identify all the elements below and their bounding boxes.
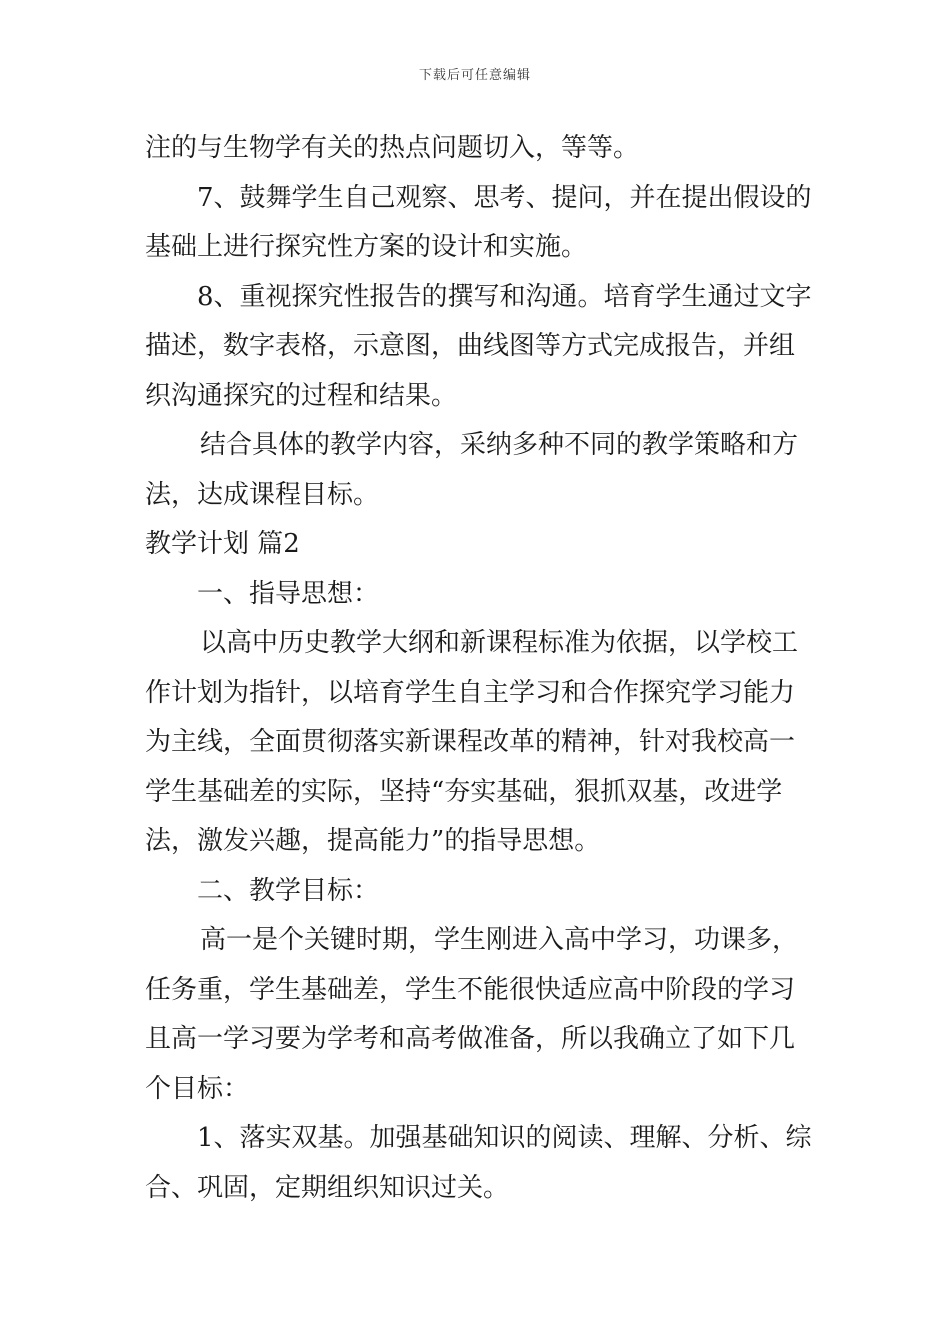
text-line: 作计划为指针，以培育学生自主学习和合作探究学习能力: [145, 677, 796, 708]
text-line: 为主线，全面贯彻落实新课程改革的精神，针对我校高一: [145, 727, 796, 757]
text-line: 8、重视探究性报告的撰写和沟通。培育学生通过文字: [197, 281, 812, 312]
subsection-heading: 一、指导思想：: [197, 578, 380, 609]
text-line: 个目标：: [145, 1073, 250, 1104]
text-line: 注的与生物学有关的热点问题切入，等等。: [145, 133, 640, 163]
text-line: 高一是个关键时期，学生刚进入高中学习，功课多，: [200, 925, 799, 955]
text-line: 基础上进行探究性方案的设计和实施。: [145, 232, 588, 262]
text-line: 任务重，学生基础差，学生不能很快适应高中阶段的学习: [145, 974, 796, 1005]
text-line: 以高中历史教学大纲和新课程标准为依据，以学校工: [200, 628, 799, 658]
document-body: [145, 124, 815, 1213]
text-line: 法，激发兴趣，提高能力”的指导思想。: [145, 826, 601, 856]
subsection-heading: 二、教学目标：: [197, 875, 380, 906]
text-line: 法，达成课程目标。: [145, 479, 380, 510]
text-line: 描述，数字表格，示意图，曲线图等方式完成报告，并组: [145, 331, 796, 361]
text-line: 学生基础差的实际，坚持“夯实基础，狠抓双基，改进学: [145, 776, 783, 807]
text-line: 合、巩固，定期组织知识过关。: [145, 1172, 510, 1203]
section-heading: 教学计划 篇2: [145, 529, 300, 559]
text-line: 1、落实双基。加强基础知识的阅读、理解、分析、综: [197, 1123, 812, 1153]
text-line: 结合具体的教学内容，采纳多种不同的教学策略和方: [200, 430, 799, 460]
text-line: 7、鼓舞学生自己观察、思考、提问，并在提出假设的: [197, 182, 812, 213]
text-line: 织沟通探究的过程和结果。: [145, 380, 458, 411]
text-line: 且高一学习要为学考和高考做准备，所以我确立了如下几: [145, 1024, 796, 1054]
page-header: 下载后可任意编辑: [418, 68, 531, 83]
